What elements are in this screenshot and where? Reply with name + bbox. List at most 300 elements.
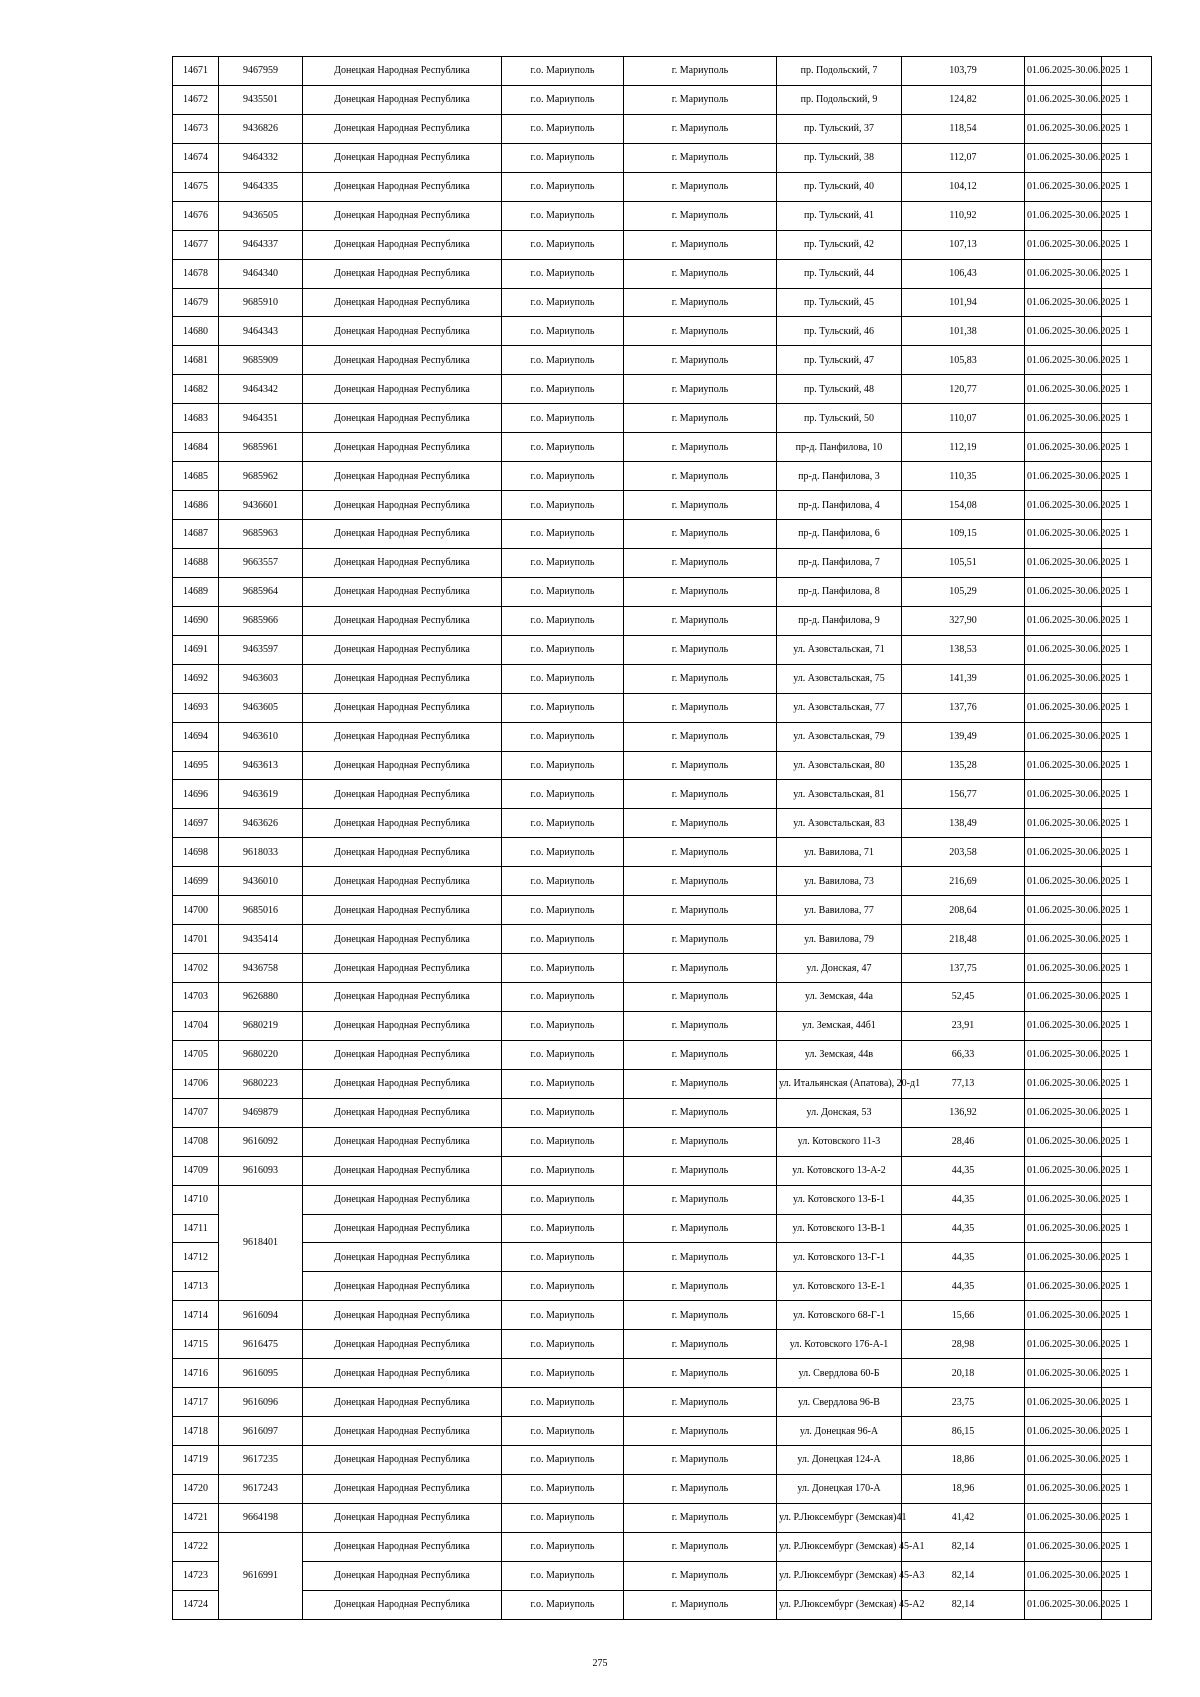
cell-district: г.о. Мариуполь: [502, 1272, 624, 1301]
cell-address: пр. Подольский, 7: [777, 57, 902, 86]
cell-count: 1: [1102, 404, 1152, 433]
cell-row-number: 14717: [173, 1388, 219, 1417]
cell-region: Донецкая Народная Республика: [303, 925, 502, 954]
cell-period: 01.06.2025-30.06.2025: [1025, 201, 1102, 230]
cell-city: г. Мариуполь: [624, 693, 777, 722]
cell-area: 18,96: [902, 1474, 1025, 1503]
cell-period: 01.06.2025-30.06.2025: [1025, 317, 1102, 346]
cell-period: 01.06.2025-30.06.2025: [1025, 548, 1102, 577]
cell-city: г. Мариуполь: [624, 1069, 777, 1098]
cell-address: пр-д. Панфилова, 8: [777, 577, 902, 606]
cell-area: 82,14: [902, 1532, 1025, 1561]
cell-count: 1: [1102, 433, 1152, 462]
cell-district: г.о. Мариуполь: [502, 838, 624, 867]
table-row: [173, 1417, 1152, 1446]
cell-region: Донецкая Народная Республика: [303, 462, 502, 491]
cell-object-id: 9616095: [219, 1359, 303, 1388]
cell-city: г. Мариуполь: [624, 1388, 777, 1417]
cell-region: Донецкая Народная Республика: [303, 867, 502, 896]
cell-object-id: 9463626: [219, 809, 303, 838]
cell-address: ул. Азовстальская, 77: [777, 693, 902, 722]
cell-row-number: 14698: [173, 838, 219, 867]
cell-object-id: 9616092: [219, 1127, 303, 1156]
cell-period: 01.06.2025-30.06.2025: [1025, 1301, 1102, 1330]
cell-object-id: 9685962: [219, 462, 303, 491]
cell-row-number: 14714: [173, 1301, 219, 1330]
cell-period: 01.06.2025-30.06.2025: [1025, 1214, 1102, 1243]
cell-city: г. Мариуполь: [624, 85, 777, 114]
cell-district: г.о. Мариуполь: [502, 896, 624, 925]
table-row: [173, 838, 1152, 867]
cell-row-number: 14707: [173, 1098, 219, 1127]
cell-city: г. Мариуполь: [624, 317, 777, 346]
cell-address: пр. Тульский, 44: [777, 259, 902, 288]
cell-area: 44,35: [902, 1272, 1025, 1301]
cell-count: 1: [1102, 57, 1152, 86]
cell-region: Донецкая Народная Республика: [303, 1272, 502, 1301]
cell-count: 1: [1102, 1446, 1152, 1475]
cell-address: ул. Земская, 44в: [777, 1040, 902, 1069]
cell-period: 01.06.2025-30.06.2025: [1025, 375, 1102, 404]
cell-district: г.о. Мариуполь: [502, 606, 624, 635]
cell-region: Донецкая Народная Республика: [303, 1011, 502, 1040]
table-row: [173, 1503, 1152, 1532]
cell-district: г.о. Мариуполь: [502, 577, 624, 606]
cell-object-id: 9616093: [219, 1156, 303, 1185]
cell-row-number: 14692: [173, 664, 219, 693]
cell-district: г.о. Мариуполь: [502, 520, 624, 549]
table-row: [173, 317, 1152, 346]
cell-period: 01.06.2025-30.06.2025: [1025, 1040, 1102, 1069]
cell-period: 01.06.2025-30.06.2025: [1025, 346, 1102, 375]
cell-count: 1: [1102, 1214, 1152, 1243]
cell-region: Донецкая Народная Республика: [303, 1417, 502, 1446]
cell-address: пр. Тульский, 37: [777, 114, 902, 143]
cell-area: 77,13: [902, 1069, 1025, 1098]
table-row: [173, 404, 1152, 433]
cell-region: Донецкая Народная Республика: [303, 1532, 502, 1561]
cell-address: пр-д. Панфилова, 3: [777, 462, 902, 491]
cell-city: г. Мариуполь: [624, 375, 777, 404]
cell-region: Донецкая Народная Республика: [303, 491, 502, 520]
cell-count: 1: [1102, 867, 1152, 896]
cell-area: 208,64: [902, 896, 1025, 925]
cell-object-id: 9685909: [219, 346, 303, 375]
cell-period: 01.06.2025-30.06.2025: [1025, 433, 1102, 462]
cell-address: пр. Тульский, 40: [777, 172, 902, 201]
cell-object-id: 9464332: [219, 143, 303, 172]
table-row: [173, 1069, 1152, 1098]
cell-count: 1: [1102, 1417, 1152, 1446]
cell-address: ул. Итальянская (Апатова), 20-д1: [777, 1069, 902, 1098]
cell-address: ул. Донецкая 96-А: [777, 1417, 902, 1446]
cell-region: Донецкая Народная Республика: [303, 1330, 502, 1359]
cell-region: Донецкая Народная Республика: [303, 1127, 502, 1156]
table-row: [173, 1359, 1152, 1388]
cell-object-id: 9685963: [219, 520, 303, 549]
table-row: [173, 1561, 1152, 1590]
cell-period: 01.06.2025-30.06.2025: [1025, 809, 1102, 838]
cell-period: 01.06.2025-30.06.2025: [1025, 635, 1102, 664]
cell-count: 1: [1102, 1272, 1152, 1301]
cell-period: 01.06.2025-30.06.2025: [1025, 143, 1102, 172]
cell-district: г.о. Мариуполь: [502, 722, 624, 751]
cell-address: ул. Котовского 68-Г-1: [777, 1301, 902, 1330]
cell-count: 1: [1102, 983, 1152, 1012]
table-row: [173, 520, 1152, 549]
cell-area: 23,91: [902, 1011, 1025, 1040]
cell-object-id: 9469879: [219, 1098, 303, 1127]
cell-region: Донецкая Народная Республика: [303, 1040, 502, 1069]
cell-region: Донецкая Народная Республика: [303, 1156, 502, 1185]
cell-city: г. Мариуполь: [624, 548, 777, 577]
cell-address: ул. Земская, 44а: [777, 983, 902, 1012]
cell-district: г.о. Мариуполь: [502, 143, 624, 172]
table-row: [173, 1214, 1152, 1243]
cell-row-number: 14702: [173, 954, 219, 983]
cell-period: 01.06.2025-30.06.2025: [1025, 693, 1102, 722]
cell-count: 1: [1102, 780, 1152, 809]
cell-area: 112,19: [902, 433, 1025, 462]
cell-row-number: 14715: [173, 1330, 219, 1359]
table-row: [173, 780, 1152, 809]
table-row: [173, 57, 1152, 86]
table-row: [173, 462, 1152, 491]
cell-address: ул. Р.Люксембург (Земская) 45-А3: [777, 1561, 902, 1590]
cell-city: г. Мариуполь: [624, 954, 777, 983]
cell-object-id: 9436601: [219, 491, 303, 520]
cell-address: ул. Котовского 13-Г-1: [777, 1243, 902, 1272]
cell-city: г. Мариуполь: [624, 606, 777, 635]
table-row: [173, 1590, 1152, 1619]
cell-district: г.о. Мариуполь: [502, 1474, 624, 1503]
cell-count: 1: [1102, 809, 1152, 838]
cell-count: 1: [1102, 896, 1152, 925]
cell-row-number: 14713: [173, 1272, 219, 1301]
cell-city: г. Мариуполь: [624, 722, 777, 751]
cell-district: г.о. Мариуполь: [502, 1330, 624, 1359]
cell-district: г.о. Мариуполь: [502, 1243, 624, 1272]
cell-area: 18,86: [902, 1446, 1025, 1475]
cell-row-number: 14718: [173, 1417, 219, 1446]
cell-region: Донецкая Народная Республика: [303, 751, 502, 780]
cell-region: Донецкая Народная Республика: [303, 1098, 502, 1127]
table-row: [173, 1272, 1152, 1301]
cell-object-id: 9663557: [219, 548, 303, 577]
cell-object-id: 9464351: [219, 404, 303, 433]
cell-region: Донецкая Народная Республика: [303, 520, 502, 549]
cell-area: 110,92: [902, 201, 1025, 230]
cell-object-id: 9464335: [219, 172, 303, 201]
cell-district: г.о. Мариуполь: [502, 1359, 624, 1388]
table-row: [173, 143, 1152, 172]
cell-period: 01.06.2025-30.06.2025: [1025, 404, 1102, 433]
cell-address: ул. Вавилова, 71: [777, 838, 902, 867]
cell-count: 1: [1102, 1503, 1152, 1532]
cell-count: 1: [1102, 172, 1152, 201]
cell-city: г. Мариуполь: [624, 1561, 777, 1590]
cell-city: г. Мариуполь: [624, 838, 777, 867]
table-row: [173, 1156, 1152, 1185]
cell-count: 1: [1102, 1474, 1152, 1503]
cell-region: Донецкая Народная Республика: [303, 1185, 502, 1214]
cell-district: г.о. Мариуполь: [502, 491, 624, 520]
cell-period: 01.06.2025-30.06.2025: [1025, 722, 1102, 751]
cell-address: пр. Тульский, 38: [777, 143, 902, 172]
cell-row-number: 14693: [173, 693, 219, 722]
cell-area: 105,83: [902, 346, 1025, 375]
cell-address: пр. Тульский, 50: [777, 404, 902, 433]
cell-area: 105,51: [902, 548, 1025, 577]
cell-count: 1: [1102, 1388, 1152, 1417]
cell-region: Донецкая Народная Республика: [303, 954, 502, 983]
cell-period: 01.06.2025-30.06.2025: [1025, 1156, 1102, 1185]
table-row: [173, 1040, 1152, 1069]
cell-period: 01.06.2025-30.06.2025: [1025, 57, 1102, 86]
cell-row-number: 14672: [173, 85, 219, 114]
cell-city: г. Мариуполь: [624, 143, 777, 172]
cell-row-number: 14699: [173, 867, 219, 896]
cell-object-id: 9626880: [219, 983, 303, 1012]
cell-period: 01.06.2025-30.06.2025: [1025, 1474, 1102, 1503]
cell-count: 1: [1102, 1011, 1152, 1040]
cell-period: 01.06.2025-30.06.2025: [1025, 983, 1102, 1012]
cell-address: ул. Котовского 176-А-1: [777, 1330, 902, 1359]
cell-row-number: 14695: [173, 751, 219, 780]
cell-area: 15,66: [902, 1301, 1025, 1330]
cell-region: Донецкая Народная Республика: [303, 722, 502, 751]
cell-region: Донецкая Народная Республика: [303, 346, 502, 375]
cell-object-id: 9464337: [219, 230, 303, 259]
cell-area: 20,18: [902, 1359, 1025, 1388]
cell-area: 139,49: [902, 722, 1025, 751]
cell-period: 01.06.2025-30.06.2025: [1025, 838, 1102, 867]
table-row: [173, 85, 1152, 114]
cell-period: 01.06.2025-30.06.2025: [1025, 1272, 1102, 1301]
cell-region: Донецкая Народная Республика: [303, 1503, 502, 1532]
cell-period: 01.06.2025-30.06.2025: [1025, 1330, 1102, 1359]
cell-area: 101,94: [902, 288, 1025, 317]
cell-count: 1: [1102, 462, 1152, 491]
cell-district: г.о. Мариуполь: [502, 1446, 624, 1475]
cell-district: г.о. Мариуполь: [502, 780, 624, 809]
table-row: [173, 606, 1152, 635]
cell-row-number: 14722: [173, 1532, 219, 1561]
cell-address: ул. Донская, 53: [777, 1098, 902, 1127]
cell-object-id: 9685910: [219, 288, 303, 317]
cell-address: ул. Вавилова, 77: [777, 896, 902, 925]
cell-count: 1: [1102, 143, 1152, 172]
cell-count: 1: [1102, 954, 1152, 983]
cell-region: Донецкая Народная Республика: [303, 143, 502, 172]
cell-address: ул. Котовского 13-Е-1: [777, 1272, 902, 1301]
cell-period: 01.06.2025-30.06.2025: [1025, 259, 1102, 288]
cell-period: 01.06.2025-30.06.2025: [1025, 780, 1102, 809]
cell-object-id: 9617235: [219, 1446, 303, 1475]
cell-area: 44,35: [902, 1214, 1025, 1243]
cell-object-id: 9436826: [219, 114, 303, 143]
table-row: [173, 259, 1152, 288]
cell-city: г. Мариуполь: [624, 346, 777, 375]
cell-count: 1: [1102, 693, 1152, 722]
cell-district: г.о. Мариуполь: [502, 1011, 624, 1040]
cell-period: 01.06.2025-30.06.2025: [1025, 1532, 1102, 1561]
cell-region: Донецкая Народная Республика: [303, 577, 502, 606]
cell-city: г. Мариуполь: [624, 983, 777, 1012]
cell-count: 1: [1102, 375, 1152, 404]
cell-area: 138,49: [902, 809, 1025, 838]
cell-city: г. Мариуполь: [624, 288, 777, 317]
cell-period: 01.06.2025-30.06.2025: [1025, 1185, 1102, 1214]
cell-row-number: 14671: [173, 57, 219, 86]
cell-region: Донецкая Народная Республика: [303, 1214, 502, 1243]
cell-area: 136,92: [902, 1098, 1025, 1127]
table-row: [173, 693, 1152, 722]
cell-period: 01.06.2025-30.06.2025: [1025, 1011, 1102, 1040]
cell-object-id: 9618401: [219, 1185, 303, 1301]
cell-row-number: 14694: [173, 722, 219, 751]
cell-row-number: 14706: [173, 1069, 219, 1098]
cell-row-number: 14703: [173, 983, 219, 1012]
table-row: [173, 346, 1152, 375]
cell-row-number: 14685: [173, 462, 219, 491]
cell-region: Донецкая Народная Республика: [303, 404, 502, 433]
cell-count: 1: [1102, 1301, 1152, 1330]
cell-area: 44,35: [902, 1156, 1025, 1185]
cell-district: г.о. Мариуполь: [502, 288, 624, 317]
cell-district: г.о. Мариуполь: [502, 867, 624, 896]
cell-district: г.о. Мариуполь: [502, 462, 624, 491]
cell-city: г. Мариуполь: [624, 1243, 777, 1272]
cell-object-id: 9464340: [219, 259, 303, 288]
cell-district: г.о. Мариуполь: [502, 230, 624, 259]
cell-period: 01.06.2025-30.06.2025: [1025, 1243, 1102, 1272]
cell-area: 23,75: [902, 1388, 1025, 1417]
cell-address: ул. Азовстальская, 71: [777, 635, 902, 664]
table-row: [173, 1098, 1152, 1127]
cell-row-number: 14719: [173, 1446, 219, 1475]
cell-count: 1: [1102, 1330, 1152, 1359]
cell-district: г.о. Мариуполь: [502, 635, 624, 664]
cell-object-id: 9685966: [219, 606, 303, 635]
cell-region: Донецкая Народная Республика: [303, 85, 502, 114]
cell-region: Донецкая Народная Республика: [303, 1243, 502, 1272]
cell-city: г. Мариуполь: [624, 57, 777, 86]
cell-district: г.о. Мариуполь: [502, 925, 624, 954]
cell-city: г. Мариуполь: [624, 404, 777, 433]
cell-area: 110,35: [902, 462, 1025, 491]
cell-district: г.о. Мариуполь: [502, 85, 624, 114]
table-row: [173, 1243, 1152, 1272]
cell-object-id: 9685964: [219, 577, 303, 606]
cell-object-id: 9464342: [219, 375, 303, 404]
cell-address: ул. Свердлова 60-Б: [777, 1359, 902, 1388]
cell-row-number: 14709: [173, 1156, 219, 1185]
cell-city: г. Мариуполь: [624, 925, 777, 954]
cell-region: Донецкая Народная Республика: [303, 433, 502, 462]
cell-count: 1: [1102, 114, 1152, 143]
cell-city: г. Мариуполь: [624, 751, 777, 780]
cell-city: г. Мариуполь: [624, 1474, 777, 1503]
cell-address: ул. Вавилова, 79: [777, 925, 902, 954]
page-number: 275: [592, 1658, 608, 1669]
cell-region: Донецкая Народная Республика: [303, 172, 502, 201]
cell-address: пр. Тульский, 42: [777, 230, 902, 259]
cell-count: 1: [1102, 288, 1152, 317]
cell-address: ул. Азовстальская, 80: [777, 751, 902, 780]
cell-address: пр-д. Панфилова, 7: [777, 548, 902, 577]
cell-row-number: 14721: [173, 1503, 219, 1532]
cell-area: 118,54: [902, 114, 1025, 143]
cell-address: пр-д. Панфилова, 4: [777, 491, 902, 520]
cell-address: ул. Р.Люксембург (Земская) 45-А1: [777, 1532, 902, 1561]
table-row: [173, 548, 1152, 577]
cell-row-number: 14723: [173, 1561, 219, 1590]
cell-address: пр. Тульский, 48: [777, 375, 902, 404]
cell-row-number: 14704: [173, 1011, 219, 1040]
cell-count: 1: [1102, 722, 1152, 751]
cell-object-id: 9463603: [219, 664, 303, 693]
cell-city: г. Мариуполь: [624, 1359, 777, 1388]
cell-object-id: 9464343: [219, 317, 303, 346]
cell-object-id: 9685961: [219, 433, 303, 462]
table-row: [173, 230, 1152, 259]
cell-city: г. Мариуполь: [624, 462, 777, 491]
cell-area: 28,98: [902, 1330, 1025, 1359]
table-row: [173, 1185, 1152, 1214]
cell-count: 1: [1102, 1098, 1152, 1127]
cell-city: г. Мариуполь: [624, 1417, 777, 1446]
table-row: [173, 491, 1152, 520]
cell-region: Донецкая Народная Республика: [303, 838, 502, 867]
cell-count: 1: [1102, 635, 1152, 664]
cell-district: г.о. Мариуполь: [502, 1590, 624, 1619]
cell-district: г.о. Мариуполь: [502, 1388, 624, 1417]
cell-region: Донецкая Народная Республика: [303, 57, 502, 86]
cell-area: 66,33: [902, 1040, 1025, 1069]
cell-address: ул. Котовского 11-3: [777, 1127, 902, 1156]
cell-period: 01.06.2025-30.06.2025: [1025, 954, 1102, 983]
cell-count: 1: [1102, 751, 1152, 780]
cell-row-number: 14677: [173, 230, 219, 259]
table-row: [173, 1011, 1152, 1040]
cell-period: 01.06.2025-30.06.2025: [1025, 664, 1102, 693]
cell-count: 1: [1102, 1127, 1152, 1156]
cell-row-number: 14680: [173, 317, 219, 346]
cell-district: г.о. Мариуполь: [502, 983, 624, 1012]
cell-city: г. Мариуполь: [624, 1272, 777, 1301]
cell-address: ул. Азовстальская, 81: [777, 780, 902, 809]
cell-city: г. Мариуполь: [624, 809, 777, 838]
cell-area: 103,79: [902, 57, 1025, 86]
cell-region: Донецкая Народная Республика: [303, 548, 502, 577]
cell-row-number: 14708: [173, 1127, 219, 1156]
cell-row-number: 14697: [173, 809, 219, 838]
table-row: [173, 635, 1152, 664]
cell-area: 106,43: [902, 259, 1025, 288]
cell-period: 01.06.2025-30.06.2025: [1025, 1446, 1102, 1475]
cell-count: 1: [1102, 1040, 1152, 1069]
cell-region: Донецкая Народная Республика: [303, 809, 502, 838]
cell-region: Донецкая Народная Республика: [303, 230, 502, 259]
cell-count: 1: [1102, 1590, 1152, 1619]
cell-area: 41,42: [902, 1503, 1025, 1532]
table-row: [173, 1330, 1152, 1359]
table-row: [173, 954, 1152, 983]
cell-period: 01.06.2025-30.06.2025: [1025, 1069, 1102, 1098]
cell-district: г.о. Мариуполь: [502, 1098, 624, 1127]
cell-object-id: 9680220: [219, 1040, 303, 1069]
